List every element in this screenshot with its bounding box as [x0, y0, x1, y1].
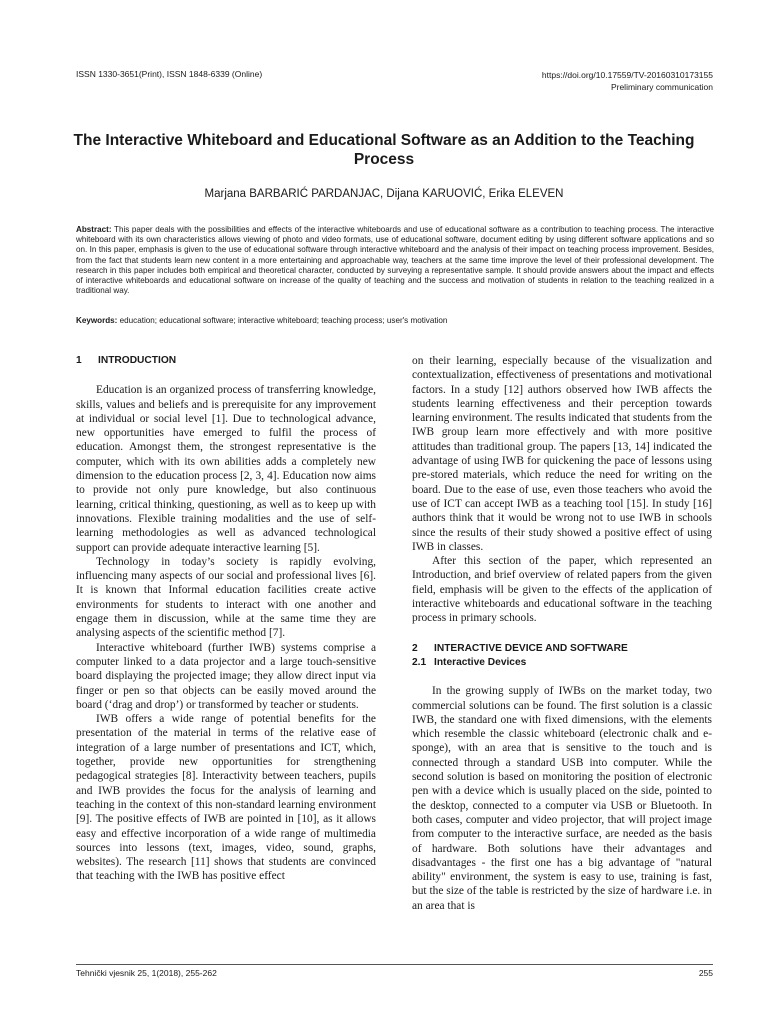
subsection-title: Interactive Devices: [434, 656, 527, 668]
article-type: Preliminary communication: [610, 82, 713, 92]
section-1-heading: [76, 354, 376, 368]
section-2-heading: [412, 642, 712, 656]
author-list: Marjana BARBARIĆ PARDANJAC, Dijana KARUOVIĆ, Erika ELEVEN: [204, 188, 564, 200]
paragraph: Education is an organized process of transferring knowledge, skills, values and beliefs and is prerequisite for any improvement at individual or social level [1]. Due to technological advance, new opportunities have emerged to fulfil the process of education. Amongst them, the strongest representative is the computer, which with its own abilities adds a completely new dimension to the education process [2, 3, 4]. Education now aims to provide not only pure knowledge, but also continuous learning, critical thinking, questioning, as well as to keep up with innovations. Flexible training modalities and the use of self-learning methodologies as well as advanced technological support can provide adequate interactive learning [5].: [76, 384, 376, 554]
keywords-text: education; educational software; interactive whiteboard; teaching process; user's motivation: [117, 316, 448, 325]
paper-title: The Interactive Whiteboard and Educational Software as an Addition to the Teaching Process: [73, 132, 695, 168]
journal-citation: Tehnički vjesnik 25, 1(2018), 255-262: [76, 968, 217, 978]
abstract-text: This paper deals with the possibilities and effects of the interactive whiteboards and use of educational software as a contribution to teaching process. The interactive whiteboard with its own characteristics allows viewing of photo and video formats, use of educational software, document editing by using different software applications and so on. In this paper, emphasis is given to the use of educational software through interactive whiteboard and the analysis of their impact on teaching process improvement. Besides, from the fact that students learn new content in a more entertaining and approachable way, teachers at the same time improve the level of their professional development. The research in this paper includes both empirical and theoretical character, conducted by surveying a representative sample. It should provide answers about the impact and effects of interactive whiteboards and educational software on increase of the quality of teaching and the success and motivation of students in relation to the teaching realized in a traditional way.: [76, 225, 714, 296]
issn-line: ISSN 1330-3651(Print), ISSN 1848-6339 (Online): [76, 69, 263, 79]
section-number: 1: [76, 355, 82, 366]
page-number: 255: [698, 968, 713, 978]
right-column: [412, 354, 712, 913]
paragraph: IWB offers a wide range of potential benefits for the presentation of the material in terms of the relative ease of integration of a large number of presentations and ICT, which, together, provide new opportunities for strengthening pedagogical strategies [8]. Interactivity between teachers, pupils and IWB provides the focus for the analysis of learning and teaching in the context of this non-standard learning environment [9]. The positive effects of IWB are pointed in [10], as it allows easy and effective incorporation of a wide range of multimedia sources into lessons (text, images, video, sound, graphs, websites). The research [11] shows that students are convinced that teaching with the IWB has positive effect: [76, 713, 376, 883]
paragraph: Technology in today’s society is rapidly evolving, influencing many aspects of our social and professional lives [6]. It is known that Informal education facilities create active environments for students to interact with one another and engage them in discussion, while at the same time they are analysing aspects of the scientific method [7].: [76, 555, 376, 640]
section-number: 2: [412, 642, 418, 654]
keywords-label: Keywords:: [76, 316, 118, 325]
footer-divider: [76, 964, 713, 965]
doi-block: [542, 69, 713, 93]
keywords: [76, 316, 714, 325]
paragraph: After this section of the paper, which represented an Introduction, and brief overview of related papers from the given field, emphasis will be given to the effects of the application of interactive whiteboards and educational software in the teaching process in primary schools.: [412, 555, 712, 625]
paragraph-continued: on their learning, especially because of the visualization and contextualization, effectiveness of presentations and motivational factors. In a study [12] authors observed how IWB affects the students learning effectiveness and their perception towards learning environment. The results indicated that students from the IWB group learn more effectively and with more positive attitudes than traditional group. The papers [13, 14] indicated the advantage of using IWB for quickening the pace of lessons using pre-stored materials, which reduce the need for writing on the board. Due to the ease of use, even those teachers who avoid the use of ICT can accept IWB as a teaching tool [15]. In study [16] authors think that it would be wrong not to use IWB in schools since the results of their study showed a positive effect of using IWB in classes.: [412, 355, 712, 553]
paragraph: Interactive whiteboard (further IWB) systems comprise a computer linked to a data projector and a large touch-sensitive board displaying the projected image; they allow direct input via finger or pen so that objects can be easily moved around the board (‘drag and drop’) or transformed by teacher or students.: [76, 641, 376, 711]
abstract-label: Abstract:: [76, 225, 112, 234]
subsection-2-1-heading: [412, 656, 712, 670]
subsection-number: 2.1: [412, 656, 427, 668]
left-column: [76, 354, 376, 884]
section-title: INTERACTIVE DEVICE AND SOFTWARE: [434, 642, 628, 654]
abstract: [76, 225, 714, 296]
doi-link[interactable]: https://doi.org/10.17559/TV-20160310173155: [541, 70, 713, 80]
section-title: INTRODUCTION: [98, 355, 177, 366]
paragraph: In the growing supply of IWBs on the market today, two commercial solutions can be found. The first solution is a classic IWB, the standard one with fixed dimensions, with the elements which resemble the classic whiteboard (electronic chalk and e-sponge), with an area that is sensitive to the touch and is connected through a standard USB into computer. While the second solution is based on monitoring the position of electronic pen with a device which is usually placed on the side, pointed to the desktop, connected to a computer via USB or Bluetooth. In both cases, computer and video projector, that will project image from computer to the interactive surface, are needed as the basis of hardware. Both solutions have their advantages and disadvantages - the first one has a big advantage of "natural ability" environment, the system is easy to use, training is fast, but the size of the table is restricted by the size of hardware i.e. in an area that is: [412, 685, 712, 912]
